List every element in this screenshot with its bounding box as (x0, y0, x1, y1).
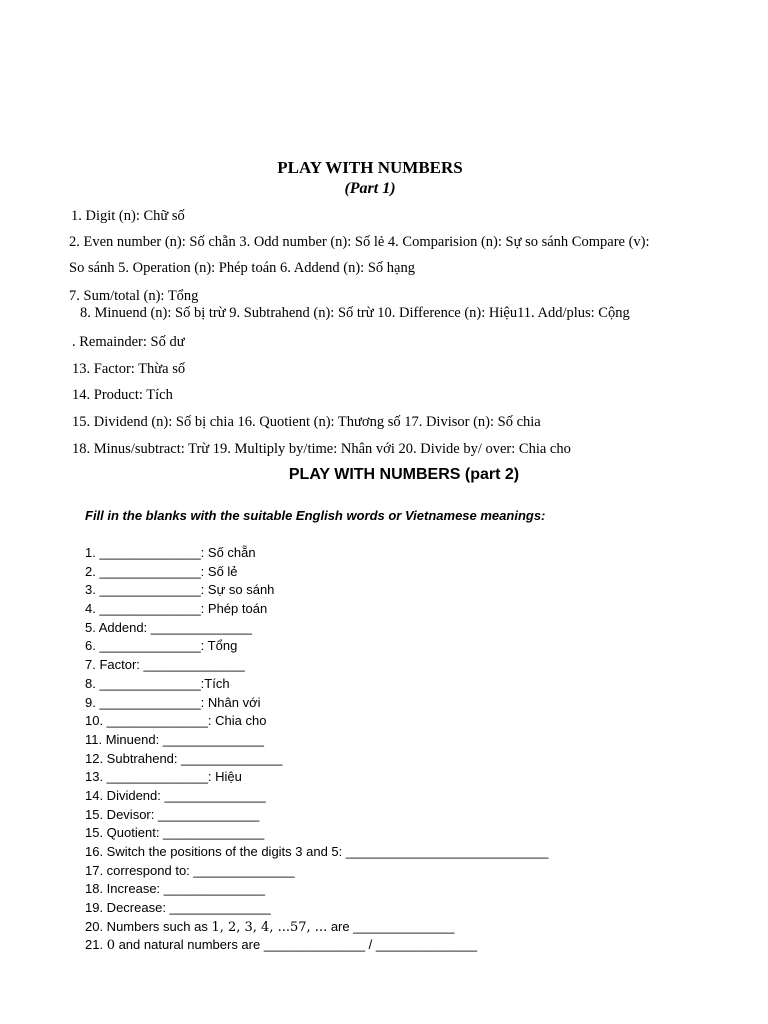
part1-subtitle: (Part 1) (344, 180, 396, 197)
exercise-item: 5. Addend: ______________ (85, 619, 253, 635)
exercise-item: 10. ______________: Chia cho (85, 713, 267, 729)
item20-math: 1, 2, 3, 4, ...57, ... (211, 919, 328, 935)
exercise-item: 12. Subtrahend: ______________ (85, 750, 283, 766)
exercise-item-21 (85, 936, 548, 955)
exercise-item: 15. Devisor: ______________ (85, 806, 260, 822)
part1-line-9: 15. Dividend (n): Số bị chia 16. Quotient (n): Thương số 17. Divisor (n): Số chia (72, 414, 541, 430)
exercise-item: 9. ______________: Nhân với (85, 694, 261, 710)
exercise-item: 16. Switch the positions of the digits 3 and 5: ____________________________ (85, 844, 549, 859)
exercise-item: 11. Minuend: ______________ (85, 731, 265, 747)
part1-line-8: 14. Product: Tích (72, 387, 173, 403)
exercise-item: 6. ______________: Tổng (85, 638, 238, 654)
exercise-item: 14. Dividend: ______________ (85, 787, 266, 803)
exercise-item: 2. ______________: Số lẻ (85, 563, 238, 579)
part1-line-3: So sánh 5. Operation (n): Phép toán 6. Addend (n): Số hạng (69, 260, 415, 276)
item20-suffix: are ______________ (327, 918, 455, 934)
item20-prefix: 20. Numbers such as (85, 918, 212, 934)
exercise-item-20 (85, 918, 548, 937)
exercise-item: 1. ______________: Số chẵn (85, 545, 256, 560)
item21-prefix: 21. (85, 937, 107, 953)
part1-line-10: 18. Minus/subtract: Trừ 19. Multiply by/time: Nhân với 20. Divide by/ over: Chia cho (72, 441, 571, 457)
part1-line-2: 2. Even number (n): Số chẵn 3. Odd number (n): Số lẻ 4. Comparision (n): Sự so sánh Compare (v): (69, 234, 650, 250)
exercise-item: 8. ______________:Tích (85, 675, 230, 691)
exercise-item: 17. correspond to: ______________ (85, 862, 295, 878)
instruction-text: Fill in the blanks with the suitable English words or Vietnamese meanings: (85, 508, 546, 523)
exercise-item: 7. Factor: ______________ (85, 657, 245, 673)
exercise-item: 3. ______________: Sự so sánh (85, 582, 275, 598)
part2-title: PLAY WITH NUMBERS (part 2) (288, 466, 520, 483)
item21-suffix: and natural numbers are ______________ / ______________ (114, 937, 478, 953)
part1-line-5: 8. Minuend (n): Số bị trừ 9. Subtrahend (n): Số trừ 10. Difference (n): Hiệu11. Add/plus: Cộng (80, 305, 630, 321)
exercise-item: 18. Increase: ______________ (85, 881, 265, 897)
part1-line-6: . Remainder: Số dư (72, 334, 185, 350)
part1-title: PLAY WITH NUMBERS (277, 158, 463, 177)
exercise-item: 13. ______________: Hiệu (85, 769, 242, 785)
exercise-item: 15. Quotient: ______________ (85, 825, 265, 841)
item21-math: 0 (106, 938, 115, 954)
exercise-item: 19. Decrease: ______________ (85, 900, 271, 916)
part1-line-4: 7. Sum/total (n): Tổng (69, 288, 199, 304)
exercise-list (85, 544, 548, 955)
part1-line-7: 13. Factor: Thừa số (72, 361, 186, 377)
part1-line-1: 1. Digit (n): Chữ số (71, 208, 185, 224)
exercise-item: 4. ______________: Phép toán (85, 601, 268, 617)
